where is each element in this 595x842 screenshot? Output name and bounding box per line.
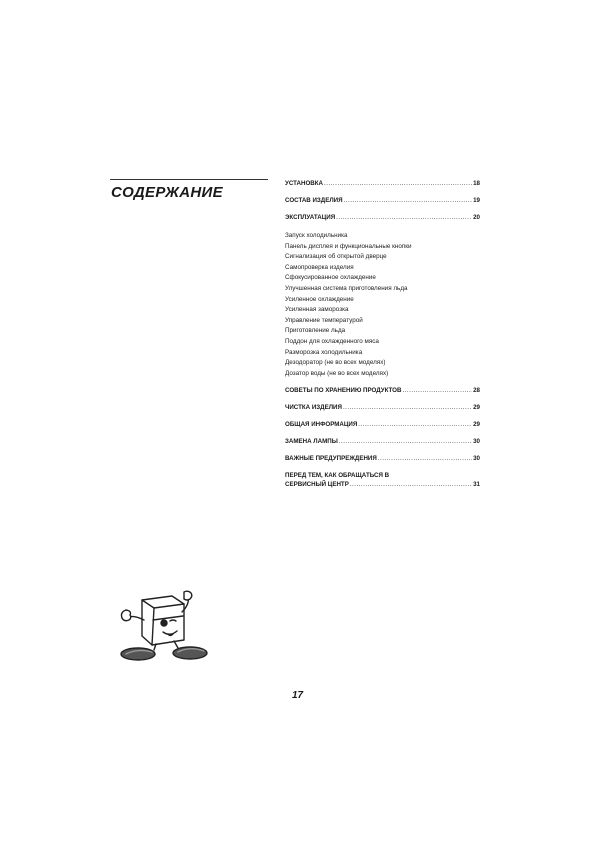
toc-entry-warnings[interactable] <box>285 455 480 463</box>
toc-page: 20 <box>473 214 480 221</box>
page-title: СОДЕРЖАНИЕ <box>111 184 223 201</box>
toc-entry-lamp-replacement[interactable] <box>285 438 480 446</box>
toc-entry-installation[interactable] <box>285 180 480 188</box>
toc-leader <box>336 214 472 222</box>
toc-leader <box>378 455 472 463</box>
toc-subitem[interactable]: Поддон для охлажденного мяса <box>285 337 379 345</box>
toc-leader <box>350 481 472 489</box>
toc-label: ОБЩАЯ ИНФОРМАЦИЯ <box>285 421 358 429</box>
toc-page: 19 <box>473 197 480 204</box>
toc-page: 18 <box>473 180 480 187</box>
page-number: 17 <box>292 690 304 701</box>
toc-label: УСТАНОВКА <box>285 180 324 187</box>
toc-page: 30 <box>473 455 480 463</box>
toc-label: ВАЖНЫЕ ПРЕДУПРЕЖДЕНИЯ <box>285 455 377 463</box>
toc-subitem[interactable]: Сигнализация об открытой дверце <box>285 253 387 261</box>
operation-subitems <box>285 231 480 379</box>
refrigerator-mascot-icon <box>108 590 212 662</box>
toc-subitem[interactable]: Сфокусированное охлаждение <box>285 274 376 282</box>
toc-label: ЗАМЕНА ЛАМПЫ <box>285 438 338 446</box>
table-of-contents <box>285 180 480 489</box>
toc-leader <box>344 197 473 205</box>
toc-subitem[interactable]: Панель дисплея и функциональные кнопки <box>285 242 412 250</box>
toc-page: 31 <box>473 481 480 489</box>
toc-label: ЧИСТКА ИЗДЕЛИЯ <box>285 404 342 412</box>
toc-subitem[interactable]: Дозатор воды (не во всех моделях) <box>285 369 389 377</box>
toc-subitem[interactable]: Усиленная заморозка <box>285 306 349 314</box>
toc-page: 28 <box>473 387 480 395</box>
toc-leader <box>358 421 472 429</box>
toc-subitem[interactable]: Управление температурой <box>285 316 363 324</box>
toc-entry-components[interactable] <box>285 197 480 205</box>
toc-subitem[interactable]: Усиленное охлаждение <box>285 295 354 303</box>
heading-rule <box>110 179 268 180</box>
toc-page: 29 <box>473 404 480 412</box>
toc-subitem[interactable]: Дезодоратор (не во всех моделях) <box>285 359 386 367</box>
toc-leader <box>339 438 472 446</box>
toc-entry-operation[interactable] <box>285 214 480 222</box>
toc-label: СОСТАВ ИЗДЕЛИЯ <box>285 197 343 204</box>
toc-label: СОВЕТЫ ПО ХРАНЕНИЮ ПРОДУКТОВ <box>285 387 402 395</box>
toc-entry-cleaning[interactable] <box>285 404 480 412</box>
toc-leader <box>402 387 472 395</box>
toc-subitem[interactable]: Улучшенная система приготовления льда <box>285 284 408 292</box>
toc-label: ПЕРЕД ТЕМ, КАК ОБРАЩАТЬСЯ В <box>285 472 390 480</box>
toc-subitem[interactable]: Запуск холодильника <box>285 232 348 239</box>
toc-label-line1 <box>285 472 480 480</box>
toc-entry-storage-tips[interactable] <box>285 387 480 395</box>
toc-page: 30 <box>473 438 480 446</box>
toc-leader <box>324 180 472 188</box>
toc-subitem[interactable]: Самопроверка изделия <box>285 263 354 271</box>
toc-subitem[interactable]: Приготовление льда <box>285 327 346 335</box>
toc-leader <box>343 404 472 412</box>
toc-entry-service-center[interactable] <box>285 472 480 489</box>
toc-page: 29 <box>473 421 480 429</box>
toc-entry-general-info[interactable] <box>285 421 480 429</box>
toc-label: ЭКСПЛУАТАЦИЯ <box>285 214 336 221</box>
toc-label: СЕРВИСНЫЙ ЦЕНТР <box>285 481 349 489</box>
toc-subitem[interactable]: Разморозка холодильника <box>285 348 363 356</box>
toc-label-line2 <box>285 481 480 489</box>
